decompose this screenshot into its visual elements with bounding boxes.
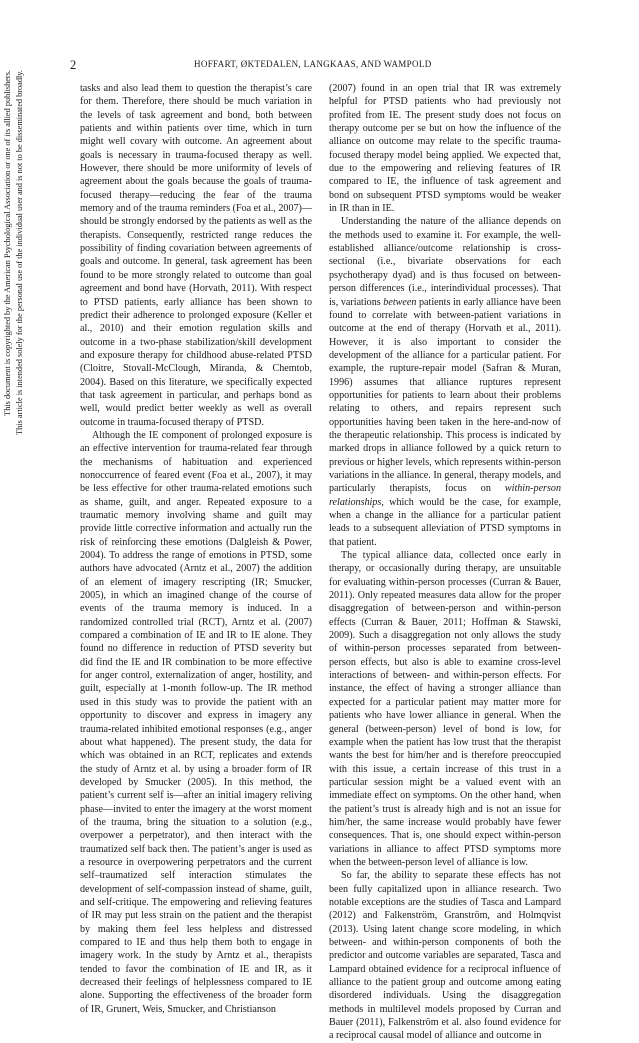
running-head: HOFFART, ØKTEDALEN, LANGKAAS, AND WAMPOLD [194, 59, 432, 69]
copyright-side-notice [0, 70, 50, 830]
text-run: patients in early alliance have been found to correlate with between-patient variations in outcome at the end of therapy (Horvath et al., 2011). However, it is also important to consider the development of the alliance for a particular patient. For example, the rupture-repair model (Safran & Muran, 1996) assumes that alliance ruptures represent opportunities for patients to learn about their problems relating to others, and repairs represent such opportunities having been taken in the here-and-now of the therapeutic relationship. This process is indicated by marked drops in alliance followed by a quick return to previous or higher levels, which represents within-person variations in the alliance. In general, therapy models, and particularly therapists, focus on [329, 296, 561, 495]
left-column [80, 82, 312, 1016]
emphasis-between: between [383, 296, 417, 308]
right-column [329, 82, 561, 1043]
emphasis-within-person: within-person relationships [329, 483, 561, 508]
text-run: Understanding the nature of the alliance depends on the methods used to examine it. For example, the well-established alliance/outcome relationship is cross-sectional (i.e., bivariate observations for each psychotherapy dyad) and is thus focused on between-person differences (i.e., interindividual processes). That is, variations [329, 216, 561, 308]
text-run: , which would be the case, for example, when a change in the alliance for a particular patient leads to a subsequent alleviation of PTSD symptoms in that patient. [329, 496, 561, 548]
paragraph: (2007) found in an open trial that IR was extremely helpful for PTSD patients who had previously not profited from IE. The present study does not focus on therapy outcome per se but on how the influence of the alliance on outcome may relate to the specific trauma-focused therapy model being applied. We expected that, due to the empowering and relieving features of IR compared to IE, the influence of task agreement and bond on subsequent PTSD symptoms would be weaker in IR than in IE. [329, 83, 561, 215]
paragraph [329, 215, 561, 549]
side-notice-line-2: This article is intended solely for the personal use of the individual user and is not to be disseminated broadly. [14, 70, 24, 435]
paragraph: Although the IE component of prolonged exposure is an effective intervention for trauma-related fear through the mechanisms of habituation and experienced nonoccurrence of feared event (Foa et al., 2007), it may be less effective for other trauma-related emotions such as shame, guilt, and anger. Repeated exposure to a traumatic memory involving shame and guilt may provide little corrective information and actually run the risk of reinforcing these emotions (Dalgleish & Power, 2004). To address the range of emotions in PTSD, some authors have advocated (Arntz et al., 2007) the addition of an element of imagery rescripting (IR; Smucker, 2005), in which an imagined change of the course of events of the trauma memory is induced. In a randomized controlled trial (RCT), Arntz et al. (2007) compared a combination of IE and IR to IE alone. They found no difference in reduction of PTSD severity but did find the IE and IR combination to be more effective for anger control, externalization of anger, hostility, and guilt, especially at 1-month follow-up. The IR method used in this study was to provide the patient with an opportunity to discover and express in imagery any trauma-related inhibited emotional responses (e.g., anger about what happened). The present study, the data for which was obtained in an RCT, replicates and extends the study of Arntz et al. by using a broader form of IR developed by Smucker (2005). In this method, the patient’s current self is—after an initial imagery reliving phase—invited to enter the imagery at the worst moment of the trauma, bring the situation to a solution (e.g., overpower a perpetrator), and then interact with the traumatized self back then. The patient’s anger is used as a resource in overpowering perpetrators and the current self–traumatized self interaction stimulates the development of self-compassion instead of shame, guilt, and self-critique. The empowering and relieving features of IR may put less strain on the patient and the therapist by making them feel less helpless and distressed compared to IE and thus help them both to engage in imagery work. In the study by Arntz et al., therapists tended to favor the combination of IE and IR, as it decreased their feelings of helplessness compared to IE alone. Supporting the effectiveness of the broader form of IR, Grunert, Weis, Smucker, and Christianson [80, 429, 312, 1015]
paragraph: The typical alliance data, collected once early in therapy, or occasionally during therapy, are unsuitable for evaluating within-person processes (Curran & Bauer, 2011). Only repeated measures data allow for the proper disaggregation of between-person and within-person effects (Curran & Bauer, 2011; Hoffman & Stawski, 2009). Such a disaggregation not only allows the study of within-person processes separated from between-person effects, but also is able to examine cross-level interactions of between- and within-person effects. For instance, the effect of having a stronger alliance than expected for a particular patient may matter more for patients who have lower alliance in general. When the general (between-person) level of bond is low, for example when the patient has low trust that the therapist wants the best for him/her and is therefore preoccupied with this issue, a certain increase of this trust in a particular session might be a valued event with an immediate effect on symptoms. On the other hand, when the patient’s trust is already high and is not an issue for him/her, the same increase would probably have fewer consequences. That is, one should expect within-person variations in alliance to affect PTSD symptoms more when the between-person level of alliance is low. [329, 550, 561, 868]
side-notice-line-1: This document is copyrighted by the American Psychological Association or one of its allied publishers. [3, 70, 12, 416]
paragraph: tasks and also lead them to question the therapist’s care for them. Therefore, there should be much variation in the levels of task agreement and bond, both between patients and within patients over time, which in turn might well covary with outcome. An agreement about goals is necessary in trauma-focused therapy as well. However, there should be more uniformity of levels of agreement about the goals because the goals of trauma-focused therapy—reducing the fear of the trauma memory and of the trauma reminders (Foa et al., 2007)—should be strongly endorsed by the patients as well as the therapists. Consequently, restricted range reduces the possibility of finding covariation between agreements of goals and outcome. In general, task agreement has been found to be more strongly related to outcome than goal agreement and bond have (Horvath, 2011). With respect to PTSD patients, early alliance has been shown to predict their adherence to prolonged exposure (Keller et al., 2010) and their emotion regulation skills and outcome in a two-phase stabilization/skill development and exposure therapy for childhood abuse-related PTSD (Cloitre, Stovall-McClough, Miranda, & Chemtob, 2004). Based on this literature, we specifically expected that task agreement in particular, and perhaps bond as well, would predict better weekly as well as overall outcome in trauma-focused therapy of PTSD. [80, 83, 312, 428]
paragraph: So far, the ability to separate these effects has not been fully capitalized upon in alliance research. Two notable exceptions are the studies of Tasca and Lampard (2012) and Falkenström, Granström, and Holmqvist (2013). Using latent change score modeling, in which between- and within-person components of both the predictor and outcome variables are separated, Tasca and Lampard obtained evidence for a reciprocal influence of alliance to the patient group and outcome among eating disordered individuals. Using the disaggregation methods in multilevel models proposed by Curran and Bauer (2011), Falkenström et al. also found evidence for a reciprocal causal model of alliance and outcome in [329, 870, 561, 1042]
page-number: 2 [70, 58, 77, 72]
